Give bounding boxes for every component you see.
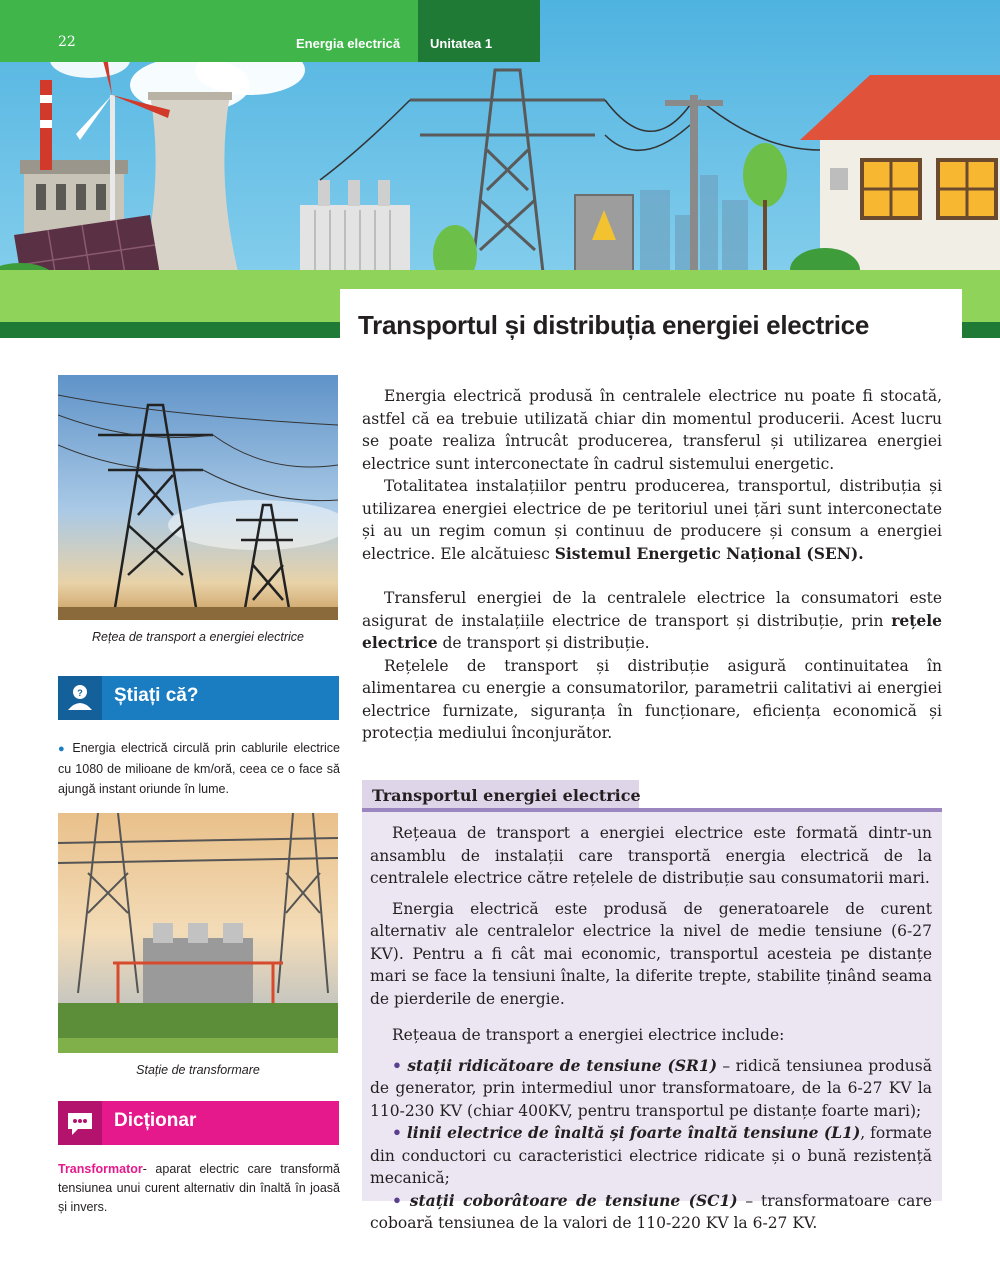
paragraph-4: Rețelele de transport și distribuție asigură continuitatea în alimentarea cu energie a consumatorilor, parametrii calitativi ai energiei electrice furnizate, siguranța în funcționare, eficiența economică și protecția mediului înconjurător.	[362, 656, 942, 742]
dictionary-entry	[58, 1160, 340, 1217]
dictionary-term: Transformator	[58, 1162, 143, 1176]
section-paragraph-1: Rețeaua de transport a energiei electrice este formată dintr-un ansamblu de instalații care transportă energia electrică de la centralele electrice către rețelele de distribuție sau consumatorii mari.	[370, 824, 932, 887]
header-bar	[0, 0, 540, 62]
list-item: • linii electrice de înaltă și foarte înaltă tensiune (L1), formate din conductori cu caracteristici electrice ridicate și o bună rezistență mecanică;	[370, 1123, 932, 1187]
section-paragraph-3: Rețeaua de transport a energiei electrice include:	[392, 1026, 785, 1044]
paragraph-2: Totalitatea instalațiilor pentru producerea, transportul, distribuția și utilizarea energiei electrice de pe teritoriul unei țări sunt interconectate și au un regim comun și continuu de producere și consum a energiei electrice. Ele alcătuiesc Sistemul Energetic Național (SEN).	[362, 477, 942, 563]
photo1-caption: Rețea de transport a energiei electrice	[92, 630, 304, 644]
dictionary-definition: - aparat electric care transformă tensiunea unui curent alternativ din înaltă în joasă și invers.	[58, 1162, 340, 1214]
dictionary-label: Dicționar	[114, 1110, 197, 1131]
did-you-know-label: Știați că?	[114, 685, 199, 706]
speech-bubble-icon	[58, 1101, 102, 1145]
section-content	[370, 822, 932, 1235]
page-number: 22	[58, 34, 76, 50]
power-lines-photo	[58, 375, 338, 620]
paragraph-1: Energia electrică produsă în centralele electrice nu poate fi stocată, astfel că ea trebuie utilizată chiar din momentul producerii. Acest lucru se poate realiza întrucât producerea, transferul și utilizarea energiei electrice sunt interconectate în cadrul sistemului energetic.	[362, 387, 942, 473]
retele-term: rețele electrice	[362, 610, 942, 652]
dictionary-box	[58, 1101, 339, 1145]
substation-photo	[58, 813, 338, 1053]
list-item: • stații ridicătoare de tensiune (SR1) – ridică tensiunea produsă de generator, prin intermediul unor transformatoare, de la 6-27 KV la 110-230 KV (chiar 400KV, pentru transportul pe distanțe foarte mari);	[370, 1055, 932, 1120]
svg-text:?: ?	[77, 688, 83, 698]
list-item: • stații coborâtoare de tensiune (SC1) – transformatoare care coboară tensiunea de la valori de 110-220 KV la 6-27 KV.	[370, 1190, 932, 1232]
did-you-know-box	[58, 676, 339, 720]
paragraph-3: Transferul energiei de la centralele electrice la consumatori este asigurat de instalațiile electrice de transport și distribuție, prin rețele electrice de transport și distribuție.	[362, 589, 942, 652]
network-text	[362, 587, 942, 745]
chapter-title: Energia electrică	[296, 36, 401, 51]
unit-label: Unitatea 1	[430, 36, 493, 51]
page-title: Transportul și distribuția energiei electrice	[358, 310, 869, 340]
did-you-know-text: ● Energia electrică circulă prin cablurile electrice cu 1080 de milioane de km/oră, ceea ce o face să ajungă instant oriunde în lume.	[58, 741, 340, 796]
intro-text	[362, 385, 942, 565]
person-question-icon	[58, 676, 102, 720]
section-paragraph-2: Energia electrică este produsă de generatoarele de curent alternativ ale centralelor electrice la nivel de medie tensiune (6-27 KV). Pentru a fi cât mai economic, transportul acesteia pe distanțe mari se face la tensiuni înalte, la diferite trepte, stabilite ținând seama de pierderile de energie.	[370, 899, 932, 1008]
photo2-caption: Stație de transformare	[136, 1063, 260, 1077]
sen-term: Sistemul Energetic Național (SEN).	[554, 543, 864, 563]
section-heading: Transportul energiei electrice	[372, 786, 641, 805]
